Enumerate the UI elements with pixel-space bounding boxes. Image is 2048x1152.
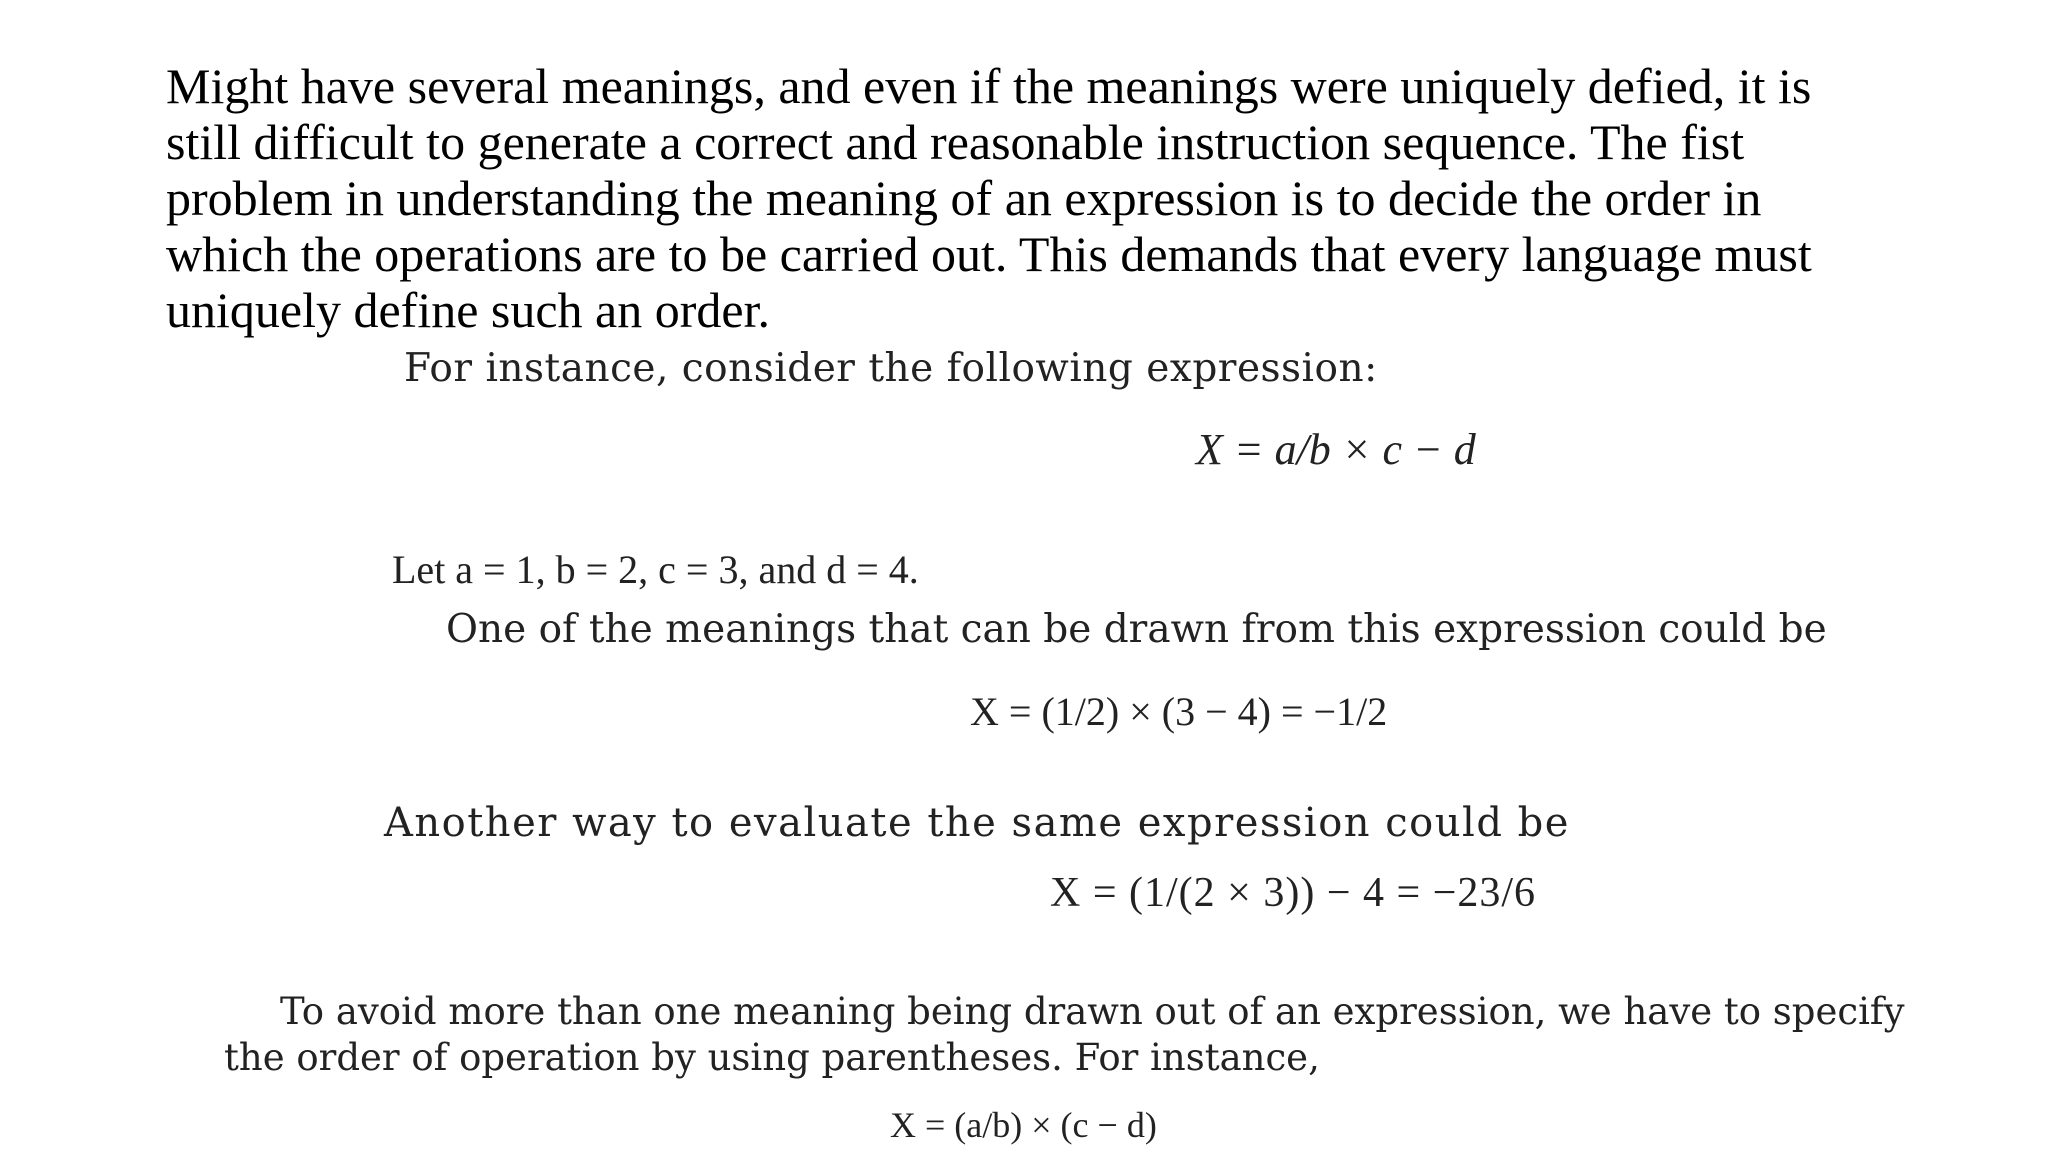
intro-line: still difficult to generate a correct and reasonable instruction sequence. The fist <box>166 114 1745 170</box>
meaning-2-equation: X = (1/(2 × 3)) − 4 = −23/6 <box>1050 870 1537 916</box>
another-intro-text: Another way to evaluate the same expression could be <box>384 800 1570 846</box>
variable-assignment-text: Let a = 1, b = 2, c = 3, and d = 4. <box>392 547 919 592</box>
meaning-1-equation: X = (1/2) × (3 − 4) = −1/2 <box>970 689 1388 734</box>
instance-text: For instance, consider the following expression: <box>404 346 1378 391</box>
expression-equation: X = a/b × c − d <box>1196 425 1476 474</box>
parenthesized-equation: X = (a/b) × (c − d) <box>890 1105 1157 1145</box>
avoid-text-line-2: the order of operation by using parentheses. For instance, <box>224 1036 1320 1079</box>
meaning-intro-text: One of the meanings that can be drawn from this expression could be <box>446 607 1827 652</box>
intro-line: uniquely define such an order. <box>166 282 770 338</box>
avoid-text-line-1: To avoid more than one meaning being drawn out of an expression, we have to specify <box>280 990 1905 1033</box>
intro-paragraph <box>166 58 1926 338</box>
intro-line: Might have several meanings, and even if the meanings were uniquely defied, it is <box>166 58 1812 114</box>
intro-line: problem in understanding the meaning of an expression is to decide the order in <box>166 170 1762 226</box>
intro-line: which the operations are to be carried out. This demands that every language must <box>166 226 1812 282</box>
